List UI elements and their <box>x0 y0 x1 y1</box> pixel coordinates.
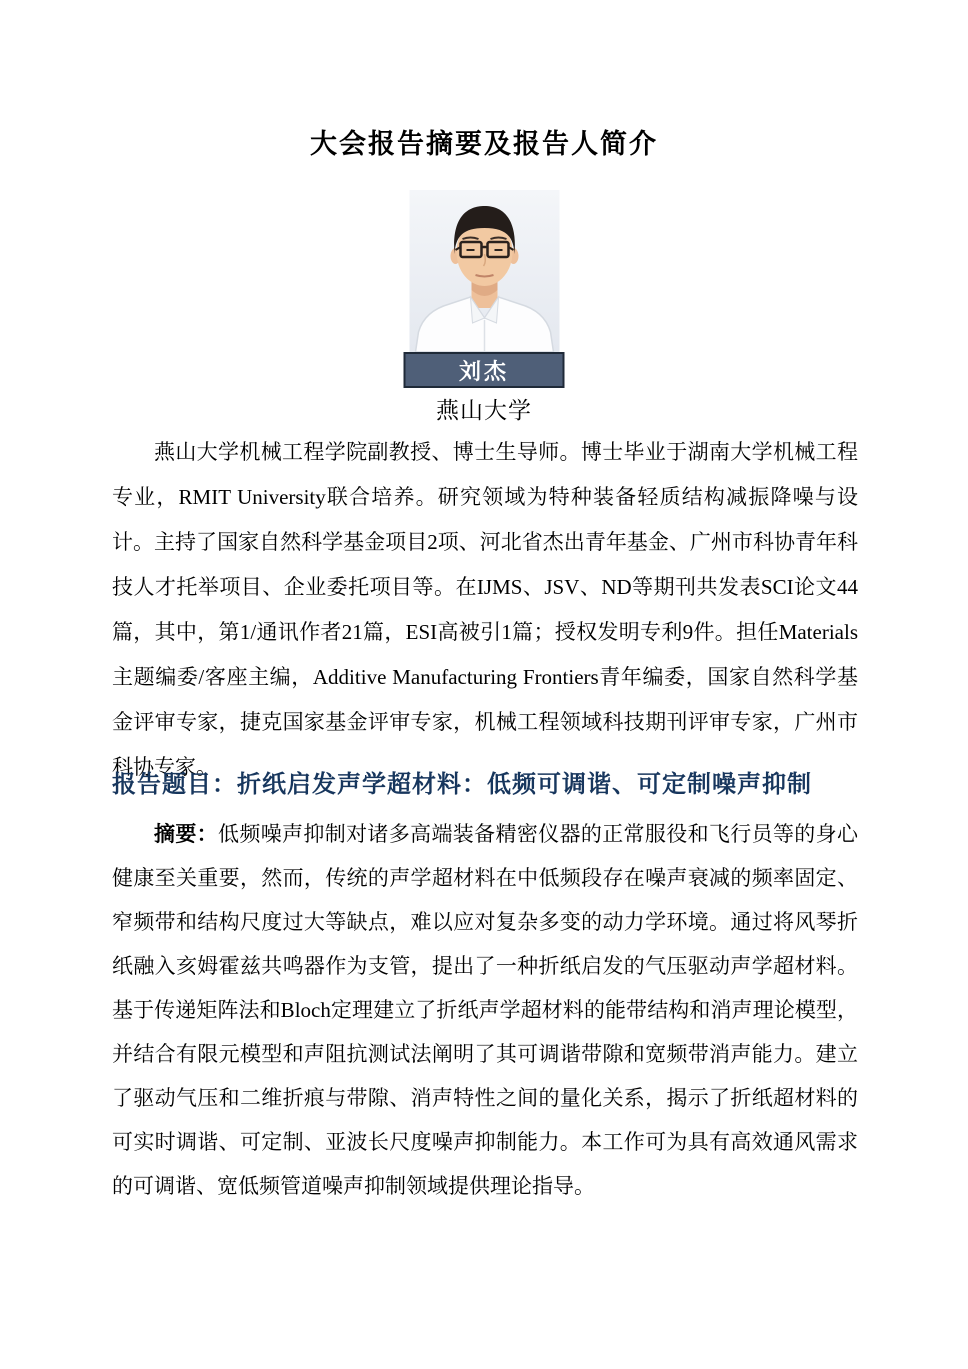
page-title: 大会报告摘要及报告人简介 <box>310 129 658 159</box>
abstract-section <box>112 812 858 1208</box>
speaker-affiliation: 燕山大学 <box>436 398 532 423</box>
abstract-label: 摘要： <box>154 822 219 846</box>
speaker-photo <box>409 190 559 352</box>
abstract-text: 低频噪声抑制对诸多高端装备精密仪器的正常服役和飞行员等的身心健康至关重要，然而，传统的声学超材料在中低频段存在噪声衰减的频率固定、窄频带和结构尺度过大等缺点，难以应对复杂多变的动力学环境。通过将风琴折纸融入亥姆霍兹共鸣器作为支管，提出了一种折纸启发的气压驱动声学超材料。基于传递矩阵法和Bloch定理建立了折纸声学超材料的能带结构和消声理论模型，并结合有限元模型和声阻抗测试法阐明了其可调谐带隙和宽频带消声能力。建立了驱动气压和二维折痕与带隙、消声特性之间的量化关系，揭示了折纸超材料的可实时调谐、可定制、亚波长尺度噪声抑制能力。本工作可为具有高效通风需求的可调谐、宽低频管道噪声抑制领域提供理论指导。 <box>112 822 858 1198</box>
speaker-block <box>404 190 565 425</box>
report-title-heading: 报告题目：折纸启发声学超材料：低频可调谐、可定制噪声抑制 <box>112 772 812 798</box>
portrait-icon <box>409 190 559 352</box>
speaker-bio-section <box>112 430 858 790</box>
speaker-bio-paragraph: 燕山大学机械工程学院副教授、博士生导师。博士毕业于湖南大学机械工程专业，RMIT University联合培养。研究领域为特种装备轻质结构减振降噪与设计。主持了国家自然科学基金项目2项、河北省杰出青年基金、广州市科协青年科技人才托举项目、企业委托项目等。在IJMS、JSV、ND等期刊共发表SCI论文44篇，其中，第1/通讯作者21篇，ESI高被引1篇；授权发明专利9件。担任Materials主题编委/客座主编，Additive Manufacturing Frontiers青年编委，国家自然科学基金评审专家，捷克国家基金评审专家，机械工程领域科技期刊评审专家，广州市科协专家。 <box>112 440 858 779</box>
speaker-name: 刘杰 <box>458 358 509 384</box>
abstract-paragraph <box>112 812 858 1208</box>
speaker-name-banner <box>404 352 565 388</box>
